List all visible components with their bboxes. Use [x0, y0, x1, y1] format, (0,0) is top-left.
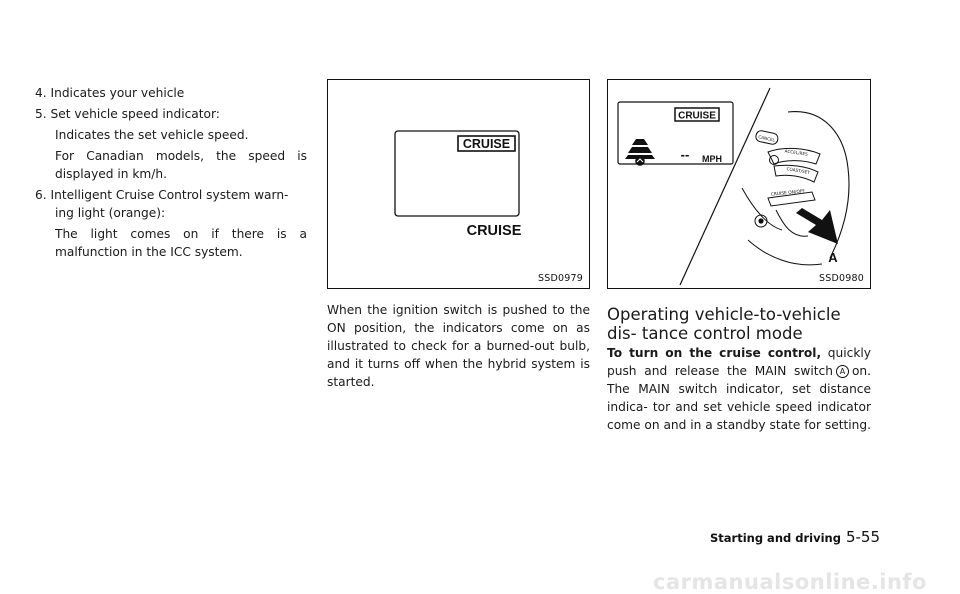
figure-indicator-check — [327, 79, 590, 289]
speed-dashes: -- — [680, 147, 690, 162]
indicator-check-paragraph: When the ignition switch is pushed to the ON position, the indicators come on as illustrated to check for a burned-out bulb, and it turns off when the hybrid system is started. — [327, 303, 590, 389]
bold-lead: To turn on the cruise control, — [607, 346, 822, 360]
list-item-5-desc: Indicates the set vehicle speed. — [55, 128, 249, 142]
distance-bars-icon — [625, 139, 655, 159]
list-item-5-note: For Canadian models, the speed is displayed in km/h. — [55, 149, 307, 181]
list-item-6-desc: The light comes on if there is a malfunction in the ICC system. — [55, 227, 307, 259]
watermark: carmanualsonline.info — [653, 570, 927, 594]
cruise-panel-label: CRUISE — [462, 137, 511, 151]
vehicle-icon — [635, 156, 645, 166]
callout-a-label: A — [828, 250, 838, 265]
list-item-6: 6. Intelligent Cruise Control system warn- ing light (orange): — [35, 188, 289, 220]
left-column — [35, 84, 307, 261]
body-text-part1: quickly push and release the MAIN switch — [607, 346, 871, 378]
cruise-panel-label: CRUISE — [678, 110, 716, 122]
speed-unit: MPH — [702, 154, 722, 164]
cancel-button-label: CANCEL — [757, 134, 776, 143]
list-item-5: 5. Set vehicle speed indicator: — [35, 107, 220, 121]
section-name: Starting and driving — [709, 531, 841, 545]
figure-caption: SSD0980 — [819, 273, 864, 284]
middle-column — [327, 301, 590, 391]
list-item-4: 4. Indicates your vehicle — [35, 86, 185, 100]
cruise-on-off-label: CRUISE ON/OFF — [770, 189, 806, 198]
figure-cruise-switch — [607, 79, 871, 289]
circle-a-icon: A — [836, 365, 849, 378]
page-number: 5-55 — [845, 528, 880, 546]
cruise-large-label: CRUISE — [466, 223, 522, 239]
page-footer — [700, 528, 880, 546]
figure-caption: SSD0979 — [538, 273, 583, 284]
accel-res-label: ACCEL/RES — [784, 148, 809, 157]
steering-switch-illustration — [608, 80, 869, 287]
arrow-icon — [796, 208, 838, 244]
right-column — [607, 344, 871, 434]
body-text-part2: on. The MAIN switch indicator, set distance indica- tor and set vehicle speed indicator come on and in a standby state for setting. — [607, 364, 871, 432]
section-heading: Operating vehicle-to-vehicle dis- tance control mode — [607, 305, 841, 343]
indicator-illustration — [328, 80, 588, 287]
coast-set-label: COAST/SET — [786, 166, 811, 176]
